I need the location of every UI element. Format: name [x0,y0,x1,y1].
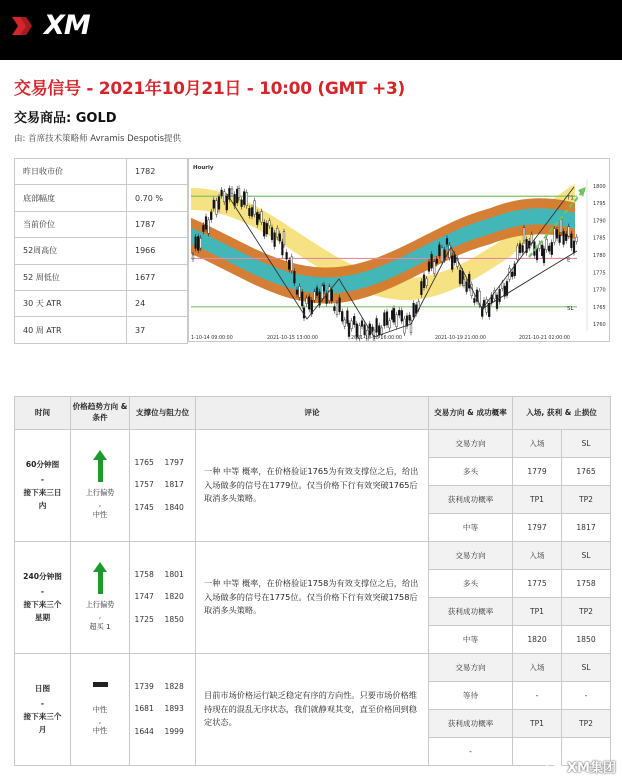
candle-body [441,248,443,262]
candle-body [351,321,353,329]
tp2-label: TP2 [562,486,611,514]
resistance-level: 1893 [164,704,184,714]
probability-value: 中等 [429,626,513,654]
candle-body [347,311,349,324]
stats-row [15,185,188,211]
candle-body [308,297,310,309]
level-pair [130,564,195,586]
candle-body [401,310,403,321]
stats-label: 30 天 ATR [15,290,127,316]
x-tick-label: 2021-10-18 16:00:00 [351,336,402,341]
market-stats-table [14,158,188,344]
candle-body [331,290,333,301]
candle-body [226,196,228,210]
candle-body [274,233,276,247]
candle-body [496,295,498,309]
candle-body [413,303,415,317]
direction-label: 交易方向 [429,654,513,682]
trend-condition: 中性 [92,726,108,736]
candle-body [386,312,388,325]
candle-body [241,200,243,207]
tp1-label: TP1 [513,598,562,626]
x-tick-label: 2021-10-19 21:00:00 [435,336,486,341]
candle-body [192,255,194,259]
candle-body [391,311,393,320]
flat-trend-icon [93,682,108,687]
header-comment: 评论 [196,397,429,430]
candle-body [433,262,435,274]
candle-body [279,234,281,241]
candle-body [364,325,366,335]
candle-body [200,238,202,248]
candle-body [573,241,575,253]
level-label-t1: T1 [567,195,574,202]
arrow-up-shaft [98,460,103,482]
stats-row [15,211,188,237]
stats-label: 底部幅度 [15,185,127,211]
sl-label: SL [562,654,611,682]
author-byline: 由: 首席技术策略师 Avramis Despotis提供 [14,134,182,144]
candle-body [541,245,543,256]
candle-body [258,214,260,219]
stats-value: 1787 [127,211,188,237]
xm-logo[interactable] [12,10,90,41]
y-tick-label: 1775 [593,270,606,277]
candle-body [197,236,199,250]
candle-body [554,229,556,243]
stats-value: 37 [127,317,188,343]
levels-cell [130,542,196,654]
candle-body [251,208,253,217]
candle-body [249,208,251,215]
candle-body [341,311,343,321]
candle-body [210,212,212,220]
trend-label: 中性 [92,704,108,714]
stats-row [15,290,188,316]
tp2-value: 1817 [562,514,611,542]
support-level: 1739 [134,682,154,692]
level-pair [130,452,195,474]
candle-body [291,257,293,271]
candle-body [436,259,438,263]
sl-value: - [562,682,611,710]
trend-sep: , [98,611,102,621]
signal-row [15,542,611,570]
candle-body [551,242,553,254]
candle-body [353,316,355,324]
candle-body [266,223,268,234]
candle-body [314,292,316,300]
timeframe-dot: - [40,698,45,708]
candle-body [205,217,207,230]
candle-body [426,279,428,286]
candle-body [421,281,423,294]
candle-body [398,310,400,315]
signals-header-row [15,397,611,430]
header-time: 时间 [15,397,71,430]
candle-body [254,201,256,215]
timeframe: 日图 [34,684,51,694]
tp1-label: TP1 [513,710,562,738]
timeframe-dot: - [40,586,45,596]
candle-body [459,270,461,283]
entry-value: 1779 [513,458,562,486]
candle-body [208,220,210,233]
trend-cell [71,654,130,766]
tp1-value: 1820 [513,626,562,654]
header-entry-tp-sl: 入场, 获利 & 止损位 [513,397,611,430]
candle-body [218,197,220,209]
candle-body [576,237,578,241]
candle-body [306,298,308,304]
y-tick-label: 1780 [593,253,606,259]
timeframe: 240分钟图 [23,572,62,582]
candle-body [517,246,519,260]
candle-body [231,189,233,194]
candle-body [283,232,285,245]
resistance-level: 1820 [164,592,184,602]
candle-body [548,246,550,251]
candle-body [474,298,476,302]
candle-body [423,275,425,288]
stats-label: 昨日收市价 [15,159,127,185]
support-level: 1644 [134,726,154,736]
candle-body [221,190,223,196]
candle-body [301,292,303,306]
level-label-sl: SL [567,305,574,312]
timeframe-cell [15,542,71,654]
candle-body [203,225,205,231]
stats-row [15,159,188,185]
probability-value: - [429,738,513,766]
support-level: 1758 [134,570,154,580]
candle-body [271,228,273,240]
entry-label: 入场 [513,542,562,570]
candle-body [409,315,411,320]
candle-body [560,220,562,233]
candle-body [263,222,265,236]
direction-value: 多头 [429,570,513,598]
candle-body [556,230,558,239]
candle-body [216,201,218,215]
x-tick-label: 2021-10-21 02:00:00 [519,336,570,341]
level-pair [130,698,195,720]
entry-label: 入场 [513,430,562,458]
entry-label: 入场 [513,654,562,682]
support-level: 1765 [134,458,154,468]
trend-label: 上行偏势 [85,600,115,610]
comment-cell: 一种 中等 概率，在价格验证1765为有效支撑位之后，给出入场做多的信号在1779位。仅当价格下行有效突破1765后取消多头策略。 [196,430,429,542]
timeframe-cell [15,430,71,542]
timeframe: 60分钟图 [25,460,60,470]
stats-value: 24 [127,290,188,316]
level-pair [130,474,195,496]
candle-body [348,323,350,336]
stats-row [15,238,188,264]
candle-body [246,193,248,206]
candle-body [238,188,240,197]
probability-label: 获利成功概率 [429,486,513,514]
candle-body [299,286,301,297]
stats-label: 52周高位 [15,238,127,264]
candle-body [396,315,398,327]
x-tick-label: 1-10-14 09:00:00 [191,336,233,341]
candle-body [321,286,323,299]
sl-label: SL [562,430,611,458]
wechat-icon [546,760,564,774]
candle-body [286,252,288,259]
y-tick-label: 1785 [593,235,606,242]
signal-row [15,430,611,458]
xm-logo-icon [12,15,42,37]
stats-value: 0.70 % [127,185,188,211]
entry-value: 1775 [513,570,562,598]
y-tick-label: 1760 [593,322,606,329]
stats-value: 1677 [127,264,188,290]
sl-label: SL [562,542,611,570]
x-tick-label: 2021-10-15 13:00:00 [267,336,318,341]
trend-sep: , [98,715,102,725]
candle-body [361,321,363,327]
candle-body [316,288,318,296]
chart-title: Hourly [193,165,214,171]
candle-body [519,244,521,253]
candle-body [296,290,298,295]
comment-cell: 一种 中等 概率，在价格验证1758为有效支撑位之后，给出入场做多的信号在1775位。仅当价格下行有效突破1758后取消多头策略。 [196,542,429,654]
signal-row [15,654,611,682]
entry-value: - [513,682,562,710]
trend-sep: , [98,499,102,509]
timeframe-dot: - [40,474,45,484]
candle-body [336,303,338,314]
candle-body [328,287,330,301]
candle-body [571,234,573,248]
tp1-label: TP1 [513,486,562,514]
price-chart [188,158,610,342]
candle-body [511,272,513,277]
trend-label: 上行偏势 [85,488,115,498]
direction-value: 等待 [429,682,513,710]
trend-cell [71,542,130,654]
candle-body [339,298,341,312]
candle-body [431,254,433,268]
y-tick-label: 1770 [593,287,606,294]
support-level: 1757 [134,480,154,490]
brand-name: XM [44,10,90,41]
candle-body [499,289,501,301]
signals-table [14,396,611,766]
candle-body [446,238,448,244]
candle-body [223,192,225,202]
support-level: 1745 [134,502,154,512]
resistance-level: 1840 [164,502,184,512]
candle-body [195,237,197,248]
level-pair [130,586,195,608]
arrow-up-shaft [98,572,103,594]
trend-condition: 中性 [92,509,108,519]
trend-condition: 超买 1 [89,621,111,631]
candle-body [288,260,290,269]
page-title: 交易信号 - 2021年10月21日 - 10:00 (GMT +3) [14,79,405,99]
probability-value: 中等 [429,514,513,542]
resistance-level: 1817 [164,480,184,490]
candle-body [523,228,525,241]
candle-body [344,320,346,326]
header-levels: 支撑位与阻力位 [130,397,196,430]
resistance-level: 1801 [164,570,184,580]
probability-label: 获利成功概率 [429,598,513,626]
candle-body [451,256,453,270]
sl-value: 1758 [562,570,611,598]
horizon: 接下来三个月 [23,712,62,734]
horizon: 接下来三个星期 [23,600,62,622]
watermark [546,757,616,776]
candle-body [334,307,336,311]
y-tick-label: 1790 [593,218,606,225]
level-pair [130,609,195,631]
stats-value: 1782 [127,159,188,185]
tp2-label: TP2 [562,710,611,738]
trend-cell [71,430,130,542]
candle-body [384,313,386,326]
y-tick-label: 1795 [593,201,606,208]
watermark-text: XM集团 [567,761,616,776]
timeframe-cell [15,654,71,766]
stats-value: 1966 [127,238,188,264]
candle-body [269,221,271,226]
candle-body [522,245,524,252]
candle-body [546,239,548,250]
support-level: 1747 [134,592,154,602]
tp2-label: TP2 [562,598,611,626]
candle-body [323,285,325,291]
arrow-up-icon [93,450,107,460]
candle-body [393,308,395,322]
candle-body [261,212,263,223]
candle-body [543,249,545,263]
level-pair [130,721,195,743]
stats-label: 40 周 ATR [15,317,127,343]
candle-body [294,271,296,283]
price-chart-svg [189,159,609,341]
header-direction: 交易方向 & 成功概率 [429,397,513,430]
candle-body [376,318,378,332]
direction-label: 交易方向 [429,430,513,458]
candle-body [563,231,565,244]
resistance-level: 1797 [164,458,184,468]
sl-value: 1765 [562,458,611,486]
direction-value: 多头 [429,458,513,486]
candle-body [243,192,245,205]
level-pair [130,497,195,519]
horizon: 接下来三日内 [23,488,62,510]
resistance-level: 1850 [164,614,184,624]
header-trend: 价格趋势方向 & 条件 [71,397,130,430]
arrow-up-icon [93,562,107,572]
candle-body [213,200,215,208]
levels-cell [130,430,196,542]
stats-label: 52 周低位 [15,264,127,290]
candle-body [389,321,391,328]
support-level: 1681 [134,704,154,714]
stats-row [15,264,188,290]
candle-body [559,235,561,242]
candle-body [428,262,430,271]
support-level: 1725 [134,614,154,624]
candle-body [463,279,465,285]
y-tick-label: 1765 [593,304,606,311]
candle-body [466,282,468,292]
level-label-e: E [567,257,571,264]
comment-cell: 目前市场价格运行缺乏稳定有序的方向性。只要市场价格维持现在的混乱无序状态，我们就静观其变，直至价格回到稳定状态。 [196,654,429,766]
product-label: 交易商品: GOLD [14,111,117,126]
direction-label: 交易方向 [429,542,513,570]
candle-body [378,326,380,335]
candle-body [565,234,567,241]
probability-label: 获利成功概率 [429,710,513,738]
tp2-value: 1850 [562,626,611,654]
stats-label: 当前价位 [15,211,127,237]
candle-body [568,227,570,236]
resistance-level: 1828 [164,682,184,692]
header-bar [0,0,622,60]
candle-body [276,228,278,237]
candle-body [439,245,441,256]
y-tick-label: 1800 [593,183,606,190]
stats-row [15,317,188,343]
levels-cell [130,654,196,766]
level-pair [130,676,195,698]
tp1-value: 1797 [513,514,562,542]
candle-body [256,212,258,224]
resistance-level: 1999 [164,726,184,736]
candle-body [236,189,238,203]
